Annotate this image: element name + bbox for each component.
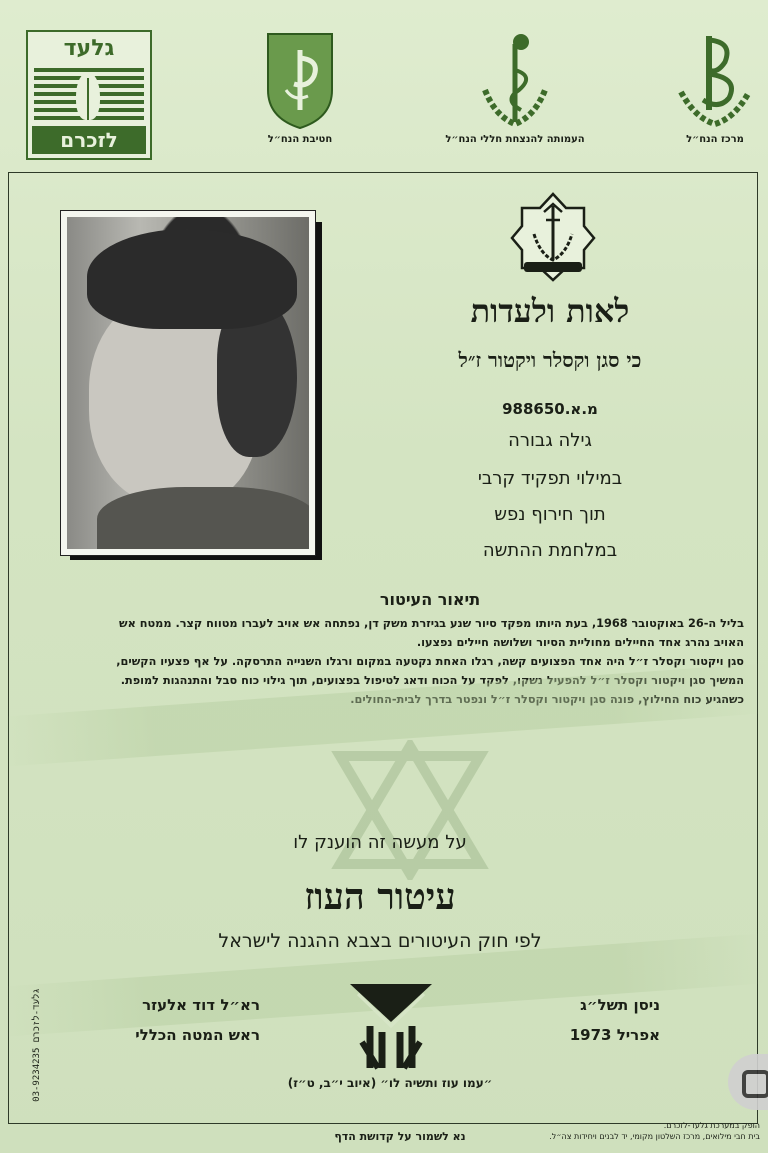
- portrait-image: [67, 217, 309, 549]
- footer-credits: [540, 1120, 760, 1142]
- idf-emblem-icon: [508, 190, 598, 284]
- description-line: בליל ה-26 באוקטובר 1968, בעת היותו מפקד סיור שנע בגיזרת משק דן, נפתחה אש אויב לעברו מטווח קצר. ממטח אש: [119, 617, 744, 630]
- citation-line-4: במלחמת ההתשה: [482, 540, 618, 561]
- citation-line-1: גילה גבורה: [508, 430, 592, 451]
- oz-medal-ribbon-icon: [348, 982, 434, 1072]
- nahal-center-logo-icon: [675, 30, 755, 130]
- nahal-brigade-emblem: [240, 30, 360, 145]
- date-hebrew: ניסן תשל״ג: [580, 996, 660, 1014]
- signer-name: רא״ל דוד אלעזר: [142, 996, 260, 1014]
- signer-title: ראש המטה הכללי: [135, 1026, 260, 1044]
- emblem3-caption: מרכז הנח״ל: [686, 134, 744, 145]
- description-title: תיאור העיטור: [379, 590, 481, 609]
- galed-logo-bottom-text: לזכרם: [32, 126, 146, 154]
- signer-block: [110, 990, 260, 1050]
- portrait-uniform: [97, 487, 309, 549]
- side-code: גלעד-לזכרם 03-9234235: [31, 988, 42, 1102]
- description-line: האויב נהרג אחד החיילים מחוליית הסיור ושלושה חיילים נפצעו.: [416, 636, 744, 649]
- date-block: [540, 990, 660, 1050]
- galed-logo: [26, 30, 152, 160]
- date-gregorian: אפריל 1973: [569, 1026, 660, 1044]
- soldier-portrait: [60, 210, 316, 556]
- honoree-line: כי סגן וקסלר ויקטור ז״ל: [458, 348, 642, 372]
- portrait-beret: [87, 229, 297, 329]
- description-line: המשיך סגן ויקטור וקסלר ז״ל להפעיל נשקו, לפקד על הכוח ודאג לטיפול בפצועים, תוך גילוי כוח סבל והתנהגות למופת.: [120, 674, 744, 687]
- emblem1-caption: חטיבת הנח״ל: [267, 134, 333, 145]
- award-law: לפי חוק העיטורים בצבא ההגנה לישראל: [218, 930, 542, 952]
- award-intro: על מעשה זה הוענק לו: [293, 832, 467, 853]
- footer-credit-line-2: בית חבי מילואים, מרכז השלטון מקומי, יד לבנים ויחידות צה״ל.: [549, 1132, 760, 1141]
- leaf-icon: [76, 72, 100, 120]
- motto: ״עמו עוז ותשיה לו״ (איוב י״ב, ט״ז): [287, 1076, 493, 1090]
- description-line: סגן ויקטור וקסלר ז״ל היה אחד הפצועים קשה, רגלו האחת נקטעה במקום ורגלו השנייה התרסקה. על אף פצעיו הקשים,: [116, 655, 744, 668]
- star-of-david-watermark-icon: [330, 740, 490, 880]
- personal-number: מ.א.988650: [502, 400, 598, 418]
- certificate-title: לאות ולעדות: [470, 292, 630, 330]
- memorial-association-emblem: [440, 30, 590, 145]
- emblem2-caption: העמותה להנצחת חללי הנח״ל: [445, 134, 585, 145]
- footer-credit-line-1: הופק במערכת גלעד-לזכרם.: [663, 1121, 760, 1130]
- description-line: כשהגיע כוח החילוץ, פונה סגן ויקטור וקסלר ז״ל ונפטר בדרך לבית-החולים.: [350, 693, 744, 706]
- footer-note: נא לשמור על קדושת הדף: [334, 1130, 466, 1143]
- sword-wreath-icon: [475, 30, 555, 130]
- citation-line-2: במילוי תפקיד קרבי: [477, 468, 623, 489]
- galed-logo-top-text: גלעד: [63, 36, 115, 61]
- nahal-center-emblem: [670, 30, 760, 145]
- citation-line-3: תוך חירוף נפש: [494, 504, 606, 525]
- award-name: עיטור העוז: [304, 876, 456, 918]
- nahal-brigade-shield-icon: [264, 30, 336, 130]
